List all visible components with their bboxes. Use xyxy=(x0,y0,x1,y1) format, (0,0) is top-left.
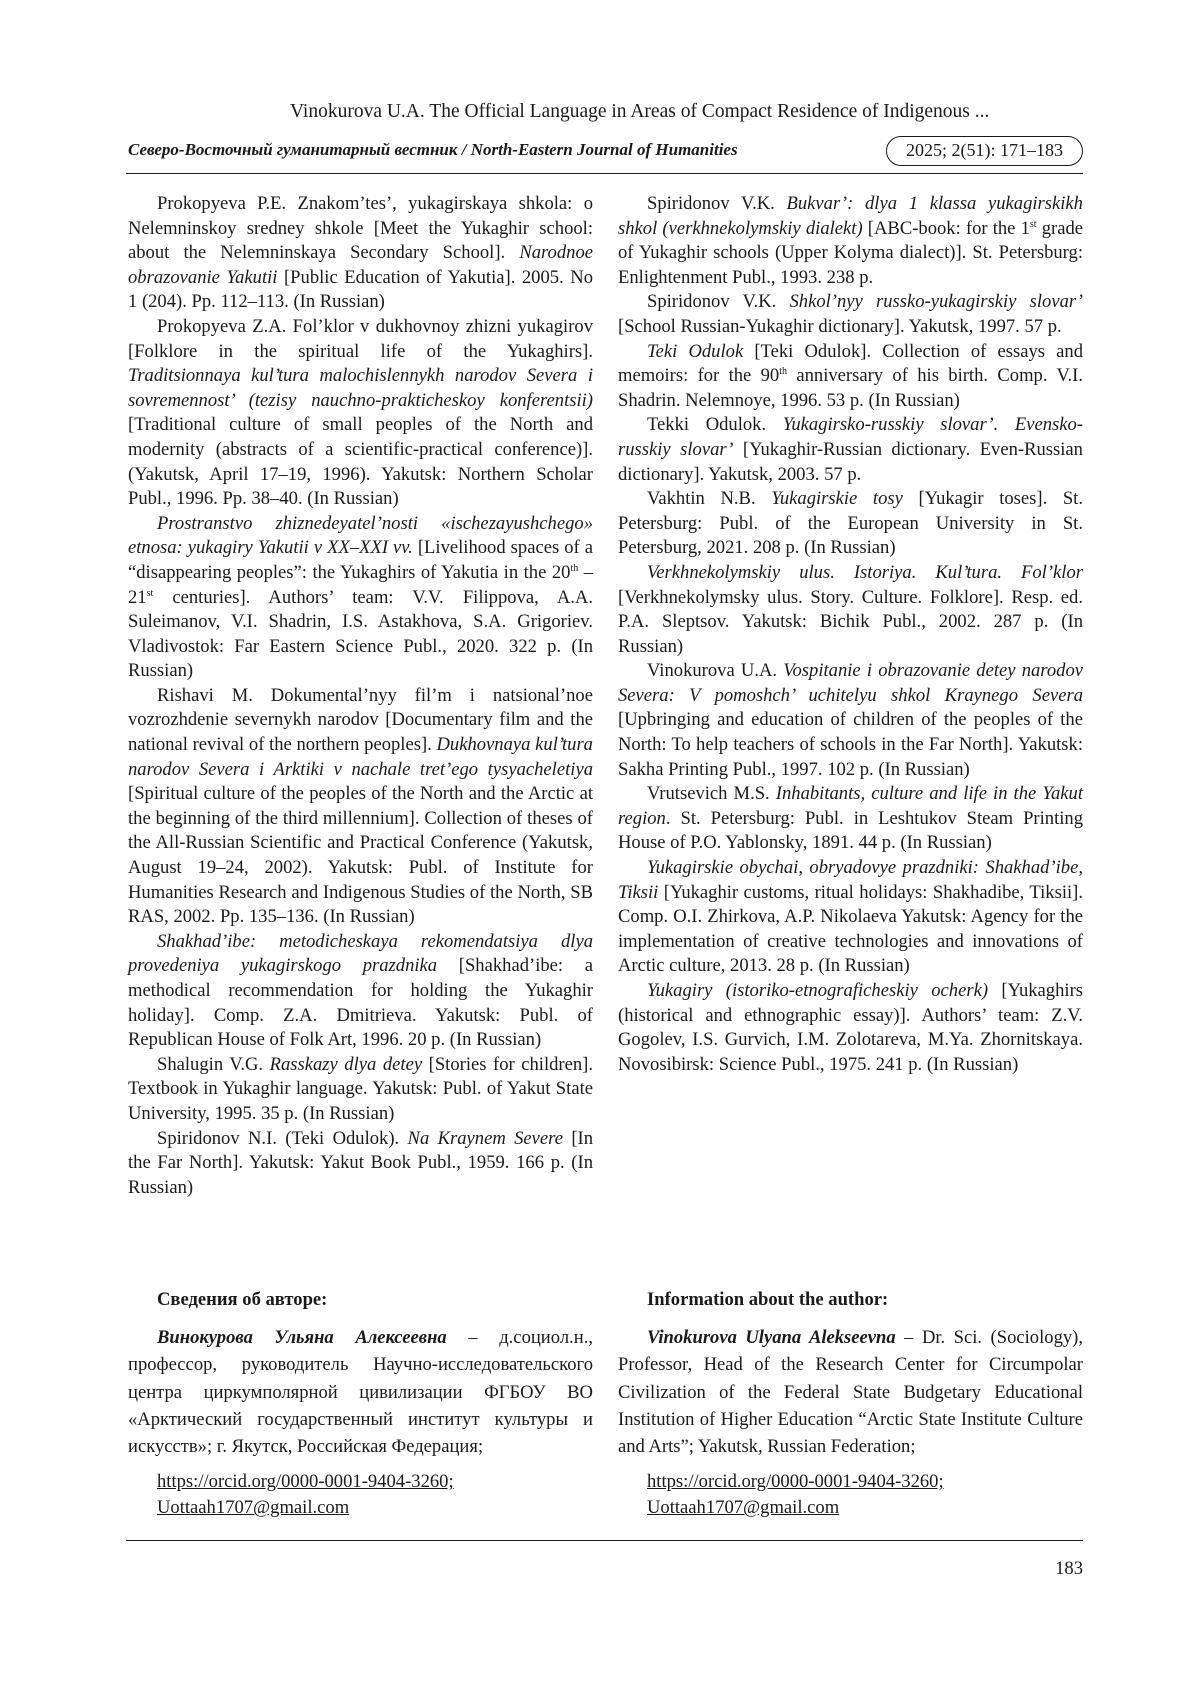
page-number: 183 xyxy=(1055,1558,1083,1579)
reference-item: Tekki Odulok. Yukagirsko-russkiy slovar’. Evensko-russkiy slovar’ [Yukaghir-Russian dictionary. Even-Russian dictionary]. Yakutsk, 2003. 57 p. xyxy=(618,414,1083,485)
reference-item: Rishavi M. Dokumental’nyy fil’m i natsional’noe vozrozhdenie severnykh narodov [Documentary film and the national revival of the northern peoples]. Dukhovnaya kul’tura narodov Severa i Arktiki v nachale tret’ego tysyacheletiya [Spiritual culture of the peoples of the North and the Arctic at the beginning of the third millennium]. Collection of theses of the All-Russian Scientific and Practical Conference (Yakutsk, August 19–24, 2002). Yakutsk: Publ. of Institute for Humanities Research and Indigenous Studies of the North, SB RAS, 2002. Pp. 135–136. (In Russian) xyxy=(128,684,593,928)
reference-item: Shakhad’ibe: metodicheskaya rekomendatsiya dlya provedeniya yukagirskogo prazdnika [Shakhad’ibe: a methodical recommendation for holding the Yukaghir holiday]. Comp. Z.A. Dmitrieva. Yakutsk: Publ. of Republican House of Folk Art, 1996. 20 p. (In Russian) xyxy=(128,930,593,1051)
reference-item: Yukagiry (istoriko-etnograficheskiy ocherk) [Yukaghirs (historical and ethnographic essay)]. Authors’ team: Z.V. Gogolev, I.S. Gurvich, I.M. Zolotareva, M.Ya. Zhornitskaya. Novosibirsk: Science Publ., 1975. 241 p. (In Russian) xyxy=(618,980,1083,1075)
running-title: Vinokurova U.A. The Official Language in Areas of Compact Residence of Indigenous ... xyxy=(290,101,990,122)
reference-item: Prokopyeva Z.A. Fol’klor v dukhovnoy zhizni yukagirov [Folklore in the spiritual life of the Yukaghirs]. Traditsionnaya kul’tura malochislennykh narodov Severa i sovremennost’ (tezisy nauchno-prakticheskoy konferentsii) [Traditional culture of small peoples of the North and modernity (abstracts of a scientific-practical conference)]. (Yakutsk, April 17–19, 1996). Yakutsk: Northern Scholar Publ., 1996. Pp. 38–40. (In Russian) xyxy=(128,315,593,510)
reference-item: Vinokurova U.A. Vospitanie i obrazovanie detey narodov Severa: V pomoshch’ uchitelyu shkol Kraynego Severa [Upbringing and education of children of the peoples of the North: To help teachers of schools in the Far North]. Yakutsk: Sakha Printing Publ., 1997. 102 p. (In Russian) xyxy=(618,660,1083,780)
reference-item: Vakhtin N.B. Yukagirskie tosy [Yukagir toses]. St. Petersburg: Publ. of the European University in St. Petersburg, 2021. 208 p. (In Russian) xyxy=(618,488,1084,559)
journal-name: Северо-Восточный гуманитарный вестник / North-Eastern Journal of Humanities xyxy=(128,140,738,159)
author-info-en xyxy=(618,1288,1083,1521)
header-rule xyxy=(126,173,1083,174)
reference-item: Shalugin V.G. Rasskazy dlya detey [Stories for children]. Textbook in Yukaghir language. Yakutsk: Publ. of Yakut State University, 1995. 35 p. (In Russian) xyxy=(128,1053,593,1124)
author-name-en: Vinokurova Ulyana Alekseevna xyxy=(647,1327,896,1348)
reference-item: Prostranstvo zhiznedeyatel’nosti «ischezayushchego» etnosa: yukagiry Yakutii v XX–XXI vv. [Livelihood spaces of a “disappearing peoples”: the Yukaghirs of Yakutia in the 20th – 21st centuries]. Authors’ team: V.V. Filippova, A.A. Suleimanov, V.I. Shadrin, I.S. Astakhova, S.A. Grigoriev. Vladivostok: Far Eastern Science Publ., 2020. 322 p. (In Russian) xyxy=(128,512,593,682)
reference-item: Spiridonov V.K. Bukvar’: dlya 1 klassa yukagirskikh shkol (verkhnekolymskiy dialekt) [ABC-book: for the 1st grade of Yukaghir schools (Upper Kolyma dialect)]. St. Petersburg: Enlightenment Publ., 1993. 238 p. xyxy=(618,193,1083,288)
reference-item: Spiridonov N.I. (Teki Odulok). Na Kraynem Severe [In the Far North]. Yakutsk: Yakut Book Publ., 1959. 166 p. (In Russian) xyxy=(128,1127,593,1198)
footer-rule xyxy=(126,1540,1083,1541)
orcid-link-ru[interactable]: https://orcid.org/0000-0001-9404-3260; xyxy=(157,1471,454,1493)
issue-badge: 2025; 2(51): 171–183 xyxy=(886,136,1083,166)
reference-item: Prokopyeva P.E. Znakom’tes’, yukagirskaya shkola: o Nelemninskoy sredney shkole [Meet the Yukaghir school: about the Nelemninskaya Secondary School]. Narodnoe obrazovanie Yakutii [Public Education of Yakutia]. 2005. No 1 (204). Pp. 112–113. (In Russian) xyxy=(128,193,593,313)
journal-line xyxy=(128,140,1083,170)
orcid-link-en[interactable]: https://orcid.org/0000-0001-9404-3260; xyxy=(647,1471,944,1493)
references-left-column xyxy=(128,192,593,1200)
author-name-ru: Винокурова Ульяна Алексеевна xyxy=(157,1327,447,1348)
author-info-ru xyxy=(128,1288,593,1521)
author-heading-en: Information about the author: xyxy=(647,1289,889,1310)
author-bio-ru: Винокурова Ульяна Алексеевна – д.социол.н., профессор, руководитель Научно-исследовательского центра циркумполярной цивилизации ФГБОУ ВО «Арктический государственный институт культуры и искусств»; г. Якутск, Российская Федерация; xyxy=(128,1327,593,1458)
reference-item: Vrutsevich M.S. Inhabitants, culture and life in the Yakut region. St. Petersburg: Publ. in Leshtukov Steam Printing House of P.O. Yablonsky, 1891. 44 p. (In Russian) xyxy=(618,783,1083,854)
reference-item: Teki Odulok [Teki Odulok]. Collection of essays and memoirs: for the 90th anniversary of his birth. Comp. V.I. Shadrin. Nelemnoye, 1996. 53 p. (In Russian) xyxy=(618,340,1083,411)
email-link-en[interactable]: Uottaah1707@gmail.com xyxy=(647,1497,840,1519)
author-bio-en: Vinokurova Ulyana Alekseevna – Dr. Sci. (Sociology), Professor, Head of the Research Center for Circumpolar Civilization of the Federal State Budgetary Educational Institution of Higher Education “Arctic State Institute Culture and Arts”; Yakutsk, Russian Federation; xyxy=(618,1327,1083,1458)
references-right-column xyxy=(618,192,1083,1077)
reference-item: Yukagirskie obychai, obryadovye prazdniki: Shakhad’ibe, Tiksii [Yukaghir customs, ritual holidays: Shakhadibe, Tiksii]. Comp. O.I. Zhirkova, A.P. Nikolaeva Yakutsk: Agency for the implementation of creative technologies and innovations of Arctic culture, 2013. 28 p. (In Russian) xyxy=(618,857,1083,977)
email-link-ru[interactable]: Uottaah1707@gmail.com xyxy=(157,1497,350,1519)
reference-item: Verkhnekolymskiy ulus. Istoriya. Kul’tura. Fol’klor [Verkhnekolymsky ulus. Story. Culture. Folklore]. Resp. ed. P.A. Sleptsov. Yakutsk: Bichik Publ., 2002. 287 p. (In Russian) xyxy=(618,561,1083,657)
author-heading-ru: Сведения об авторе: xyxy=(157,1289,328,1310)
reference-item: Spiridonov V.K. Shkol’nyy russko-yukagirskiy slovar’ [School Russian-Yukaghir dictionary]. Yakutsk, 1997. 57 p. xyxy=(618,291,1083,337)
